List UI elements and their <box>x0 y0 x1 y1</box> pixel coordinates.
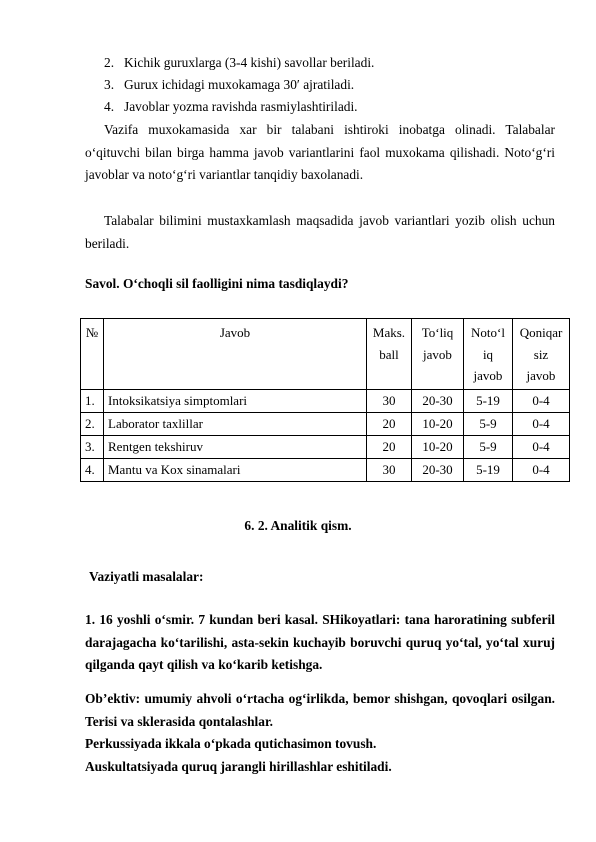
header-number: № <box>81 319 104 390</box>
section-title: 6. 2. Analitik qism. <box>244 518 352 533</box>
table-row: 3. Rentgen tekshiruv 20 10-20 5-9 0-4 <box>81 435 570 458</box>
table-row: 1. Intoksikatsiya simptomlari 30 20-30 5-19 0-4 <box>81 389 570 412</box>
step-text: Gurux ichidagi muxokamaga 30′ ajratiladi. <box>124 77 355 92</box>
step-number: 2. <box>104 55 115 70</box>
paragraph-discussion: Vazifa muxokamasida xar bir talabani ishtiroki inobatga olinadi. Talabalar o‘qituvchi bilan birga hamma javob variantlarini faol muxokama qilishadi. Noto‘g‘ri javoblar va noto‘g‘ri variantlar tanqidiy baxolanadi. <box>85 122 555 182</box>
case-auscultation: Auskultatsiyada quruq jarangli hirillashlar eshitiladi. <box>85 759 392 774</box>
step-number: 4. <box>104 99 115 114</box>
header-answer: Javob <box>104 319 367 390</box>
subheading: Vaziyatli masalalar: <box>89 569 204 584</box>
header-incorrect: Noto‘l iq javob <box>464 319 513 390</box>
step-item-3 <box>104 74 354 96</box>
table-row: 4. Mantu va Kox sinamalari 30 20-30 5-19 0-4 <box>81 458 570 481</box>
answer-table <box>80 318 570 482</box>
paragraph-reinforcement: Talabalar bilimini mustaxkamlash maqsadida javob variantlari yozib olish uchun beriladi. <box>85 213 555 251</box>
case-objective: Ob’ektiv: umumiy ahvoli o‘rtacha og‘irlikda, bemor shishgan, qovoqlari osilgan. Terisi va sklerasida qontalashlar. <box>85 691 555 729</box>
header-correct: To‘liq javob <box>412 319 464 390</box>
step-text: Javoblar yozma ravishda rasmiylashtiriladi. <box>124 99 358 114</box>
step-item-4 <box>104 96 358 118</box>
step-item-2 <box>104 52 374 74</box>
question-heading: Savol. O‘choqli sil faolligini nima tasdiqlaydi? <box>85 276 349 291</box>
header-max-score: Maks. ball <box>367 319 412 390</box>
table-row: 2. Laborator taxlillar 20 10-20 5-9 0-4 <box>81 412 570 435</box>
case-percussion: Perkussiyada ikkala o‘pkada qutichasimon tovush. <box>85 736 377 751</box>
header-unsatisfactory: Qoniqar siz javob <box>513 319 570 390</box>
step-text: Kichik guruxlarga (3-4 kishi) savollar beriladi. <box>124 55 375 70</box>
case-description: 1. 16 yoshli o‘smir. 7 kundan beri kasal. SHikoyatlari: tana haroratining subferil darajagacha ko‘tarilishi, asta-sekin kuchayib boruvchi quruq yo‘tal, yo‘tal xuruj qilganda qayt qilish va ko‘karib ketishga. <box>85 612 555 672</box>
step-number: 3. <box>104 77 115 92</box>
table-header-row <box>81 319 570 390</box>
